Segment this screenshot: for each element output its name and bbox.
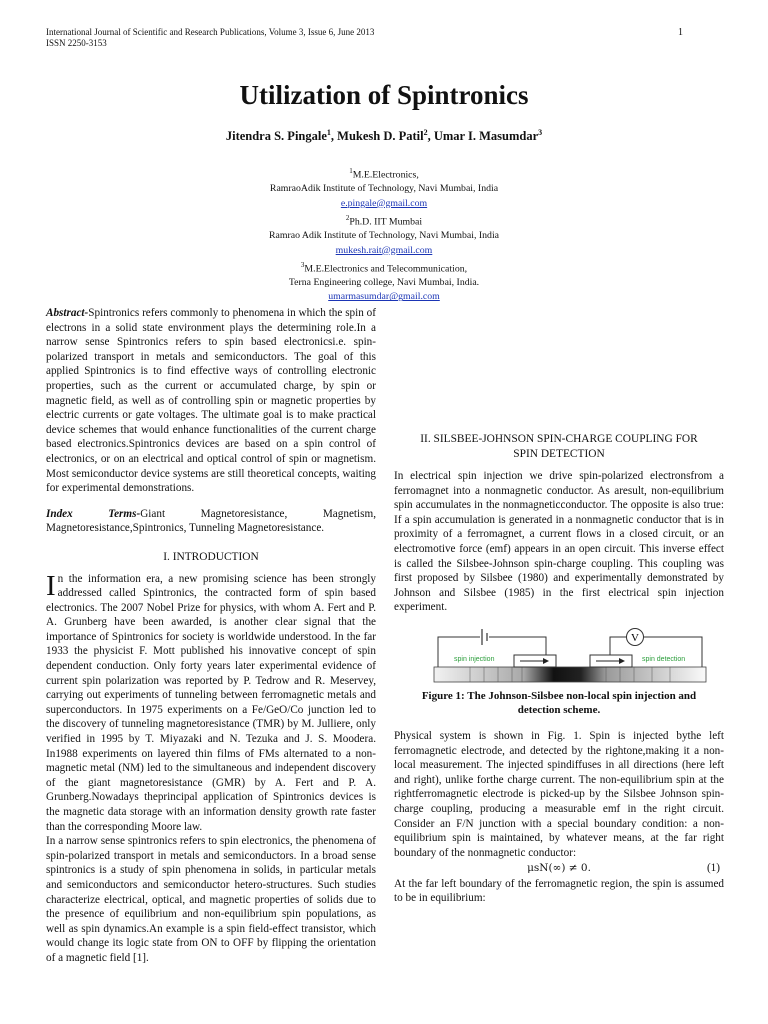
equation-number: (1): [706, 862, 720, 875]
figure-caption: Figure 1: The Johnson-Silsbee non-local spin injection and detection scheme.: [421, 689, 697, 716]
affiliation-line: [0, 211, 768, 229]
equation-body: μsN(∞) ≠ 0.: [527, 862, 591, 875]
affiliation-institute: Ramrao Adik Institute of Technology, Navi Mumbai, India: [268, 230, 500, 242]
right-column: [394, 306, 724, 906]
section2-paragraph-3: At the far left boundary of the ferromagnetic region, the spin is assumed to be in equilibrium:: [394, 877, 724, 905]
section2-paragraph-2: Physical system is shown in Fig. 1. Spin is injected bythe left ferromagnetic electrode, and detected by the rightone,making it a non-local measurement. The injected spindiffuses in all directions (here left and right), unlike forthe charge current. The non-equilibrium spin at the rightferromagnetic electrode is picked-up by the Silsbee Johnson spin-charge coupling, producing a measurable emf in the right circuit. Consider an F/N junction with a special boundary condition: a non-equilibrium spin is maintained, by whatever means, at the far right boundary of the nonmagnetic conductor:: [394, 729, 724, 859]
affiliations: [0, 164, 768, 305]
issn: ISSN 2250-3153: [46, 38, 107, 48]
affiliation-dept: M.E.Electronics and Telecommunication,: [304, 263, 468, 275]
intro-paragraph-2: In a narrow sense spintronics refers to spin electronics, the phenomena of spin-polarized transport in metals and semiconductors. In a broad sense spintronics is a study of spin phenomena in solids, in particular metals and semiconductors and semiconductor hetero-structures. Such studies characterize electrical, optical, and magnetic properties of solids due to the presence of equilibrium and non-equilibrium spin populations, as well as spin dynamics.An example is a spin field-effect transistor, which would change its logic state from ON to OFF by flipping the orientation of a magnetic field [1].: [46, 835, 376, 964]
drop-cap: I: [46, 569, 56, 602]
spin-injection-label: spin injection: [454, 655, 495, 663]
email-link[interactable]: umarmasumdar@gmail.com: [328, 291, 440, 303]
abstract-text: Spintronics refers commonly to phenomena in which the spin of electrons in a solid state environment plays the determining role.In a narrow sense Spintronics refers to spin based electronicsi.e. spin-polarized transport in metals and semiconductors. The goal of this applied Spintronics is to find effective ways of controlling electronic properties, such as the current or accumulated charge, by spin or magnetic field, as well as of controlling spin or magnetic properties by electric currents or gate voltages. The ultimate goal is to make practical device schemes that would enhance functionalities of the current charge based electronics.Spintronics devices are based on a spin control of electronics, or on an electrical and optical control of spin or magnetism. Most semiconductor device systems are still theoretical concepts, waiting for experimental demonstrations.: [46, 307, 376, 495]
email-link[interactable]: mukesh.rait@gmail.com: [335, 244, 433, 256]
abstract: [46, 306, 376, 496]
author-separator: ,: [427, 129, 434, 144]
right-circuit-wire: [610, 637, 626, 655]
paper-title: Utilization of Spintronics: [239, 80, 529, 110]
abstract-label: Abstract-: [46, 307, 89, 319]
author-sup: 1: [326, 128, 331, 137]
index-terms-label: Index Terms-: [46, 507, 141, 520]
affiliation-institute: Terna Engineering college, Navi Mumbai, India.: [288, 277, 480, 289]
section-heading-introduction: I. INTRODUCTION: [163, 550, 259, 563]
affiliation-institute: RamraoAdik Institute of Technology, Navi Mumbai, India: [269, 183, 499, 195]
affiliation-dept: M.E.Electronics,: [352, 169, 419, 181]
author-name: Mukesh D. Patil: [337, 129, 424, 144]
email-link[interactable]: e.pingale@gmail.com: [340, 197, 428, 209]
spin-detection-label: spin detection: [642, 655, 686, 663]
author-list: [0, 128, 768, 144]
index-terms-text: Giant Magnetoresistance, Magnetism, Magnetoresistance,Spintronics, Tunneling Magnetoresistance.: [46, 507, 376, 535]
voltmeter-label: V: [631, 631, 639, 644]
left-column: [46, 306, 376, 966]
left-circuit-wire-right: [489, 637, 546, 655]
right-circuit-wire-right: [644, 637, 702, 671]
intro-paragraph: [46, 569, 376, 835]
index-terms: [46, 507, 376, 536]
intro-text: n the information era, a new promising science has been strongly addressed called Spintronics, the contracted form of spin based electronics. The 2007 Nobel Prize for physics, with whom A. Fert and P. A. Grunberg have been awarded, is another clear signal that the importance of Spintronics for society is worldwide understood. In the far 1933 the physicist F. Mott published his innovative concept of spin dependent conduction. Only forty years later experimental evidence of current spin polarization was reported by P. Tedrow and R. Meservey, carrying out experiments of tunneling between ferromagnetic metals and superconductors. In 1975 experiments on a Fe/GeO/Co junction led to the discovery of tunneling magnetoresistance (TMR) by M. Julliere, only verified in 1995 by T. Miyazaki and N. Tezuka and J. S. Moodera. In1988 experiments on layered thin films of FMs alternated to a non-magnetic metal (NM) led to the simultaneous and independent discovery of the giant magnetoresistance (GMR) by A. Fert and P. A. Grunberg.Nowadays theprincipal application of Spintronics devices is the magnetic data storage with an information density growth rate faster than the corresponding Moore law.: [46, 572, 376, 833]
author-name: Umar I. Masumdar: [433, 129, 539, 144]
equation-1: [394, 861, 724, 876]
section2-paragraph: In electrical spin injection we drive spin-polarized electronsfrom a ferromagnet into a nonmagnetic conductor. As aresult, non-equilibrium spin accumulates in the nonmagneticconductor. The opposite is also true: If a spin accumulation is generated in a nonmagnetic conductor that is in proximity of a ferromagnet, a current flows in a closed circuit, or an electromotive force (emf) appears in an open circuit. This inverse effect is called the Silsbee-Johnson spin-charge coupling. This coupling was first proposed by Silsbee (1980) and experimentally demonstrated by Johnson and Silsbee (1985) in the first electrical spin injection experiment.: [394, 470, 724, 614]
affiliation-sup: 1: [349, 167, 353, 175]
affiliation-line: [0, 164, 768, 182]
author-sup: 2: [423, 128, 428, 137]
affiliation-sup: 3: [300, 260, 305, 269]
journal-citation: International Journal of Scientific and Research Publications, Volume 3, Issue 6, June 2013: [46, 27, 375, 37]
affiliation-line: [0, 258, 768, 276]
figure-diagram: [394, 625, 724, 683]
author-separator: ,: [330, 129, 338, 144]
left-circuit-wire: [438, 637, 480, 671]
author-sup: 3: [538, 128, 543, 137]
figure-johnson-silsbee: [394, 625, 724, 683]
affiliation-sup: 2: [345, 213, 350, 222]
section-heading-silsbee-johnson: II. SILSBEE-JOHNSON SPIN-CHARGE COUPLING FOR SPIN DETECTION: [420, 433, 698, 460]
affiliation-dept: Ph.D. IIT Mumbai: [349, 216, 423, 228]
running-header: [46, 27, 374, 49]
page-number: 1: [678, 27, 683, 38]
nonmagnetic-conductor-bar: [434, 667, 706, 682]
author-name: Jitendra S. Pingale: [225, 129, 327, 144]
